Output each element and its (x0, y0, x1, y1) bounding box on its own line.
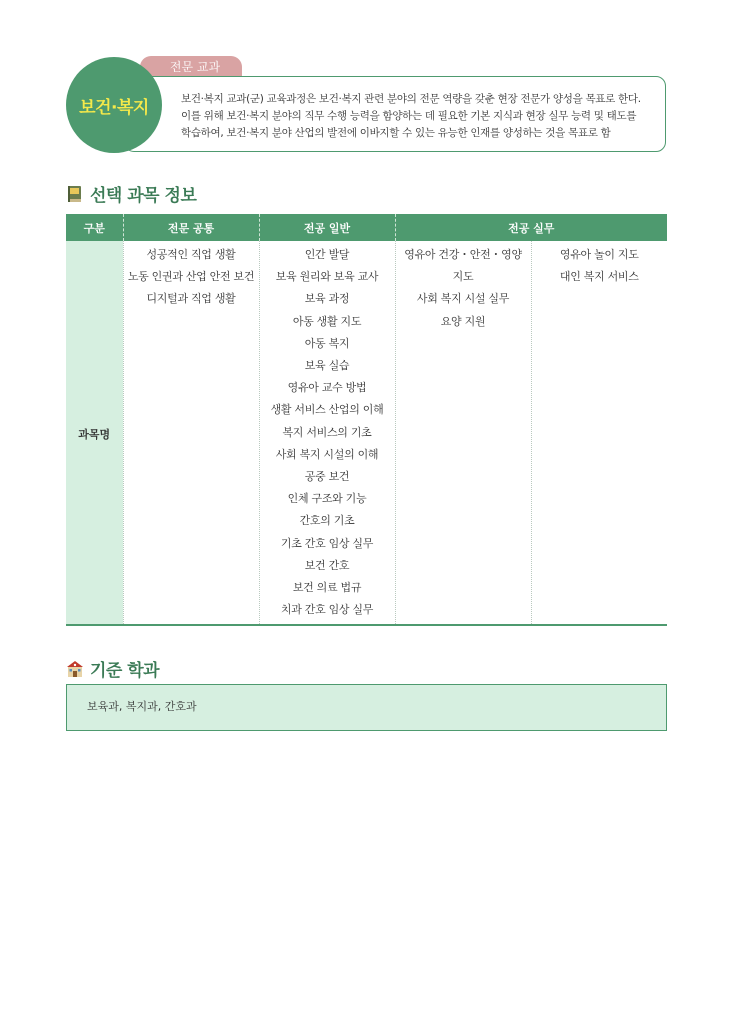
subject-item: 영유아 교수 방법 (287, 381, 367, 395)
column-common (123, 241, 259, 625)
section-title: 선택 과목 정보 (90, 186, 197, 206)
table-row (66, 241, 667, 625)
intro-line: 이를 위해 보건·복지 분야의 직무 수행 능력을 함양하는 데 필요한 기본 지식과 현장 실무 능력 및 태도를 (181, 110, 637, 122)
subject-item: 사회 복지 시설의 이해 (275, 447, 379, 461)
subject-item: 영유아 건강・안전・영양 (404, 248, 522, 261)
subject-item: 보육 과정 (304, 292, 350, 306)
subject-item: 요양 지원 (440, 314, 486, 328)
header-practice: 전공 실무 (395, 214, 667, 241)
subject-item: 복지 서비스의 기초 (282, 425, 372, 439)
category-tag: 전문 교과 (140, 56, 242, 78)
subject-item: 보육 원리와 보육 교사 (275, 270, 379, 284)
header-common: 전문 공통 (123, 214, 259, 241)
subject-item: 보건 의료 법규 (292, 581, 362, 595)
subject-item: 대인 복지 서비스 (559, 270, 639, 284)
departments-box: 보육과, 복지과, 간호과 (66, 684, 667, 731)
row-label: 과목명 (66, 241, 123, 625)
subject-item: 치과 간호 임상 실무 (280, 603, 374, 617)
section-heading-departments (66, 656, 159, 681)
subject-item: 지도 (452, 270, 474, 284)
column-general (259, 241, 395, 625)
subject-item: 디지털과 직업 생활 (146, 292, 236, 306)
intro-text (181, 91, 659, 142)
subject-item: 영유아 놀이 지도 (559, 248, 639, 261)
header-category: 구분 (66, 214, 123, 241)
column-practice-1 (395, 241, 531, 625)
column-practice-2 (531, 241, 667, 625)
subject-table (66, 214, 667, 626)
subject-item: 성공적인 직업 생활 (146, 248, 236, 261)
header-general: 전공 일반 (259, 214, 395, 241)
section-title: 기준 학과 (90, 661, 160, 681)
school-icon (66, 660, 84, 678)
subject-item: 사회 복지 시설 실무 (416, 292, 510, 306)
subject-item: 공중 보건 (304, 470, 350, 484)
subject-item: 인간 발달 (304, 248, 350, 261)
intro-line: 학습하여, 보건·복지 분야 산업의 발전에 이바지할 수 있는 유능한 인재를 양성하는 것을 목표로 함 (181, 127, 611, 139)
subject-item: 인체 구조와 기능 (287, 492, 367, 506)
subject-item: 보건 간호 (304, 558, 350, 572)
subject-item: 아동 복지 (304, 336, 350, 350)
subject-item: 기초 간호 임상 실무 (280, 536, 374, 550)
subject-item: 생활 서비스 산업의 이해 (270, 403, 384, 417)
subject-title: 보건·복지 (79, 97, 149, 118)
subject-circle (66, 57, 162, 153)
subject-item: 아동 생활 지도 (292, 314, 362, 328)
subject-item: 노동 인권과 산업 안전 보건 (127, 270, 255, 284)
intro-line: 보건·복지 교과(군) 교육과정은 보건·복지 관련 분야의 전문 역량을 갖춘 현장 전문가 양성을 목표로 한다. (181, 93, 641, 105)
subject-item: 간호의 기초 (299, 514, 355, 528)
subject-item: 보육 실습 (304, 359, 350, 373)
book-icon (66, 185, 84, 203)
table-header-row (66, 214, 667, 241)
section-heading-subjects (66, 181, 196, 206)
